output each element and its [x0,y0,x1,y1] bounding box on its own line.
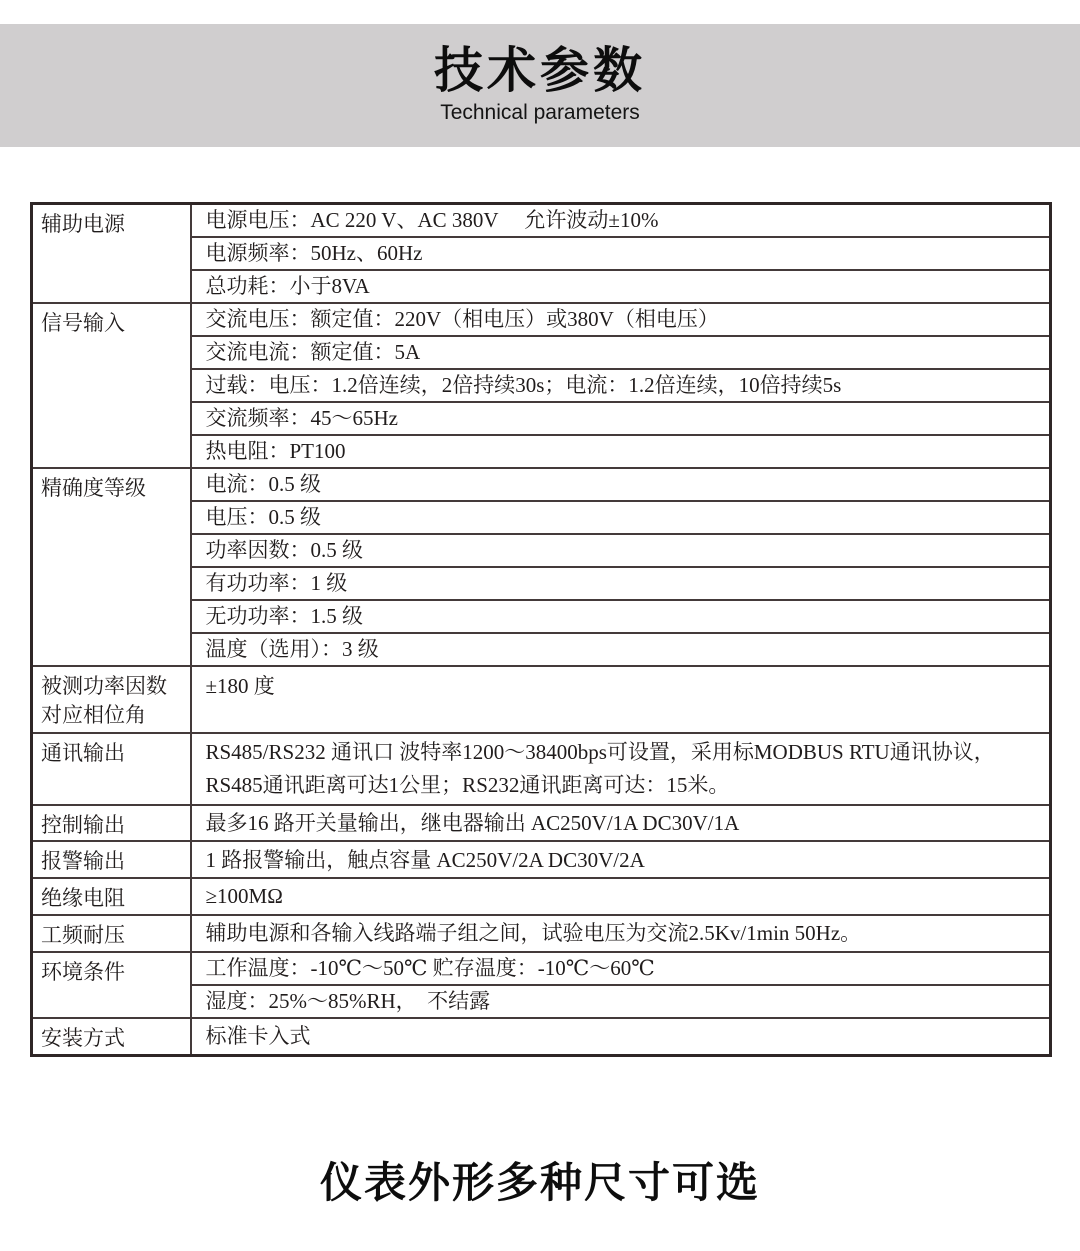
spec-section-label: 工频耐压 [32,915,191,952]
spec-section-label: 环境条件 [32,952,191,1018]
spec-value: 辅助电源和各输入线路端子组之间，试验电压为交流2.5Kv/1min 50Hz。 [191,915,1051,952]
spec-section-label: 辅助电源 [32,204,191,303]
spec-value: 工作温度：-10℃～50℃ 贮存温度：-10℃～60℃ [191,952,1051,985]
spec-section-label: 控制输出 [32,805,191,842]
table-row [32,878,1051,915]
spec-value: 电源电压：AC 220 V、AC 380V 允许波动±10% [191,204,1051,237]
table-row [32,805,1051,842]
spec-value: 热电阻：PT100 [191,435,1051,468]
bottom-heading: 仪表外形多种尺寸可选 [319,1159,760,1206]
spec-section-label: 信号输入 [32,303,191,468]
spec-value: 功率因数：0.5 级 [191,534,1051,567]
spec-value: 总功耗：小于8VA [191,270,1051,303]
table-row [32,468,1051,501]
spec-value: 电流：0.5 级 [191,468,1051,501]
spec-value: 电源频率：50Hz、60Hz [191,237,1051,270]
spec-value: RS485/RS232 通讯口 波特率1200～38400bps可设置，采用标MODBUS RTU通讯协议，RS485通讯距离可达1公里；RS232通讯距离可达：15米。 [191,733,1051,805]
table-row [32,733,1051,805]
table-row [32,952,1051,985]
spec-value: 交流电压：额定值：220V（相电压）或380V（相电压） [191,303,1051,336]
spec-section-label: 绝缘电阻 [32,878,191,915]
spec-value: ≥100MΩ [191,878,1051,915]
spec-value: 交流频率：45～65Hz [191,402,1051,435]
spec-value: 有功功率：1 级 [191,567,1051,600]
spec-value: 无功功率：1.5 级 [191,600,1051,633]
table-row [32,303,1051,336]
table-row [32,204,1051,237]
spec-value: 湿度：25%～85%RH， 不结露 [191,985,1051,1018]
spec-value: ±180 度 [191,666,1051,733]
page-banner [0,24,1080,147]
spec-section-label: 精确度等级 [32,468,191,666]
table-row [32,915,1051,952]
page-title: 技术参数 [433,44,646,99]
spec-value: 过载：电压：1.2倍连续，2倍持续30s；电流：1.2倍连续，10倍持续5s [191,369,1051,402]
tech-params-table [30,202,1052,1057]
spec-value: 温度（选用）：3 级 [191,633,1051,666]
spec-section-label: 被测功率因数对应相位角 [32,666,191,733]
spec-section-label: 报警输出 [32,841,191,878]
spec-value: 标准卡入式 [191,1018,1051,1055]
spec-value: 电压：0.5 级 [191,501,1051,534]
spec-section-label: 安装方式 [32,1018,191,1055]
spec-value: 最多16 路开关量输出，继电器输出 AC250V/1A DC30V/1A [191,805,1051,842]
table-row [32,841,1051,878]
spec-section-label: 通讯输出 [32,733,191,805]
spec-value: 交流电流：额定值：5A [191,336,1051,369]
spec-value: 1 路报警输出，触点容量 AC250V/2A DC30V/2A [191,841,1051,878]
page-subtitle: Technical parameters [440,100,640,124]
table-row [32,666,1051,733]
table-row [32,1018,1051,1055]
